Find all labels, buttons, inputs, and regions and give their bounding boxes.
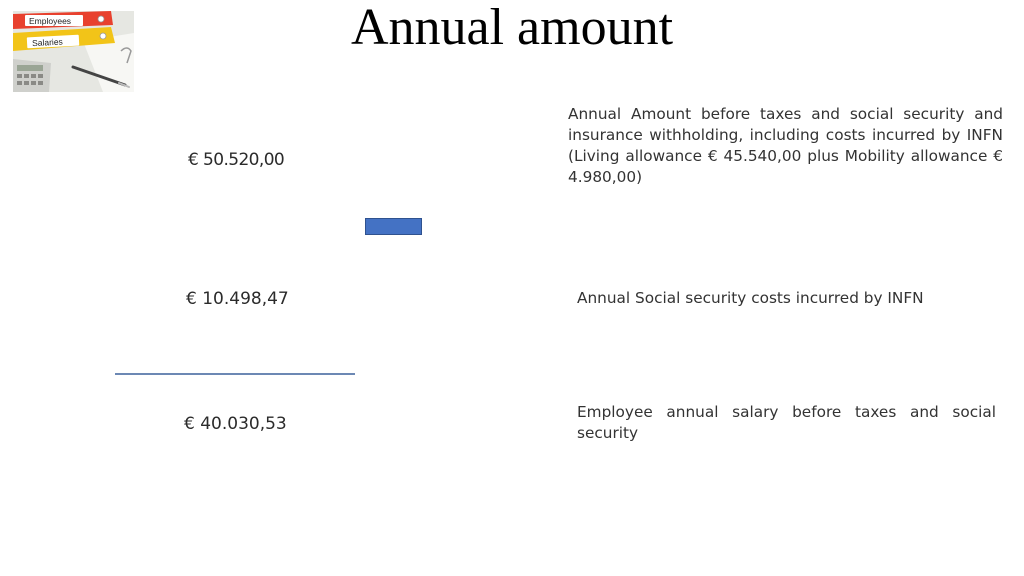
folder-label-employees: Employees	[29, 16, 72, 26]
social-security-description: Annual Social security costs incurred by INFN	[577, 289, 924, 307]
folders-photo-illustration	[13, 11, 134, 92]
gross-amount: € 50.520,00	[188, 150, 285, 170]
result-divider-line	[115, 373, 355, 375]
page-title: Annual amount	[350, 0, 674, 56]
folder-label-salaries: Salaries	[31, 36, 64, 49]
net-salary-amount: € 40.030,53	[184, 414, 287, 434]
net-salary-description: Employee annual salary before taxes and social security	[577, 403, 996, 442]
social-security-amount: € 10.498,47	[186, 289, 289, 309]
minus-sign-shape	[365, 218, 422, 235]
gross-amount-description: Annual Amount before taxes and social security and insurance withholding, including costs incurred by INFN (Living allowance € 45.540,00 plus Mobility allowance € 4.980,00)	[568, 105, 1003, 186]
folders-photo	[13, 11, 134, 92]
